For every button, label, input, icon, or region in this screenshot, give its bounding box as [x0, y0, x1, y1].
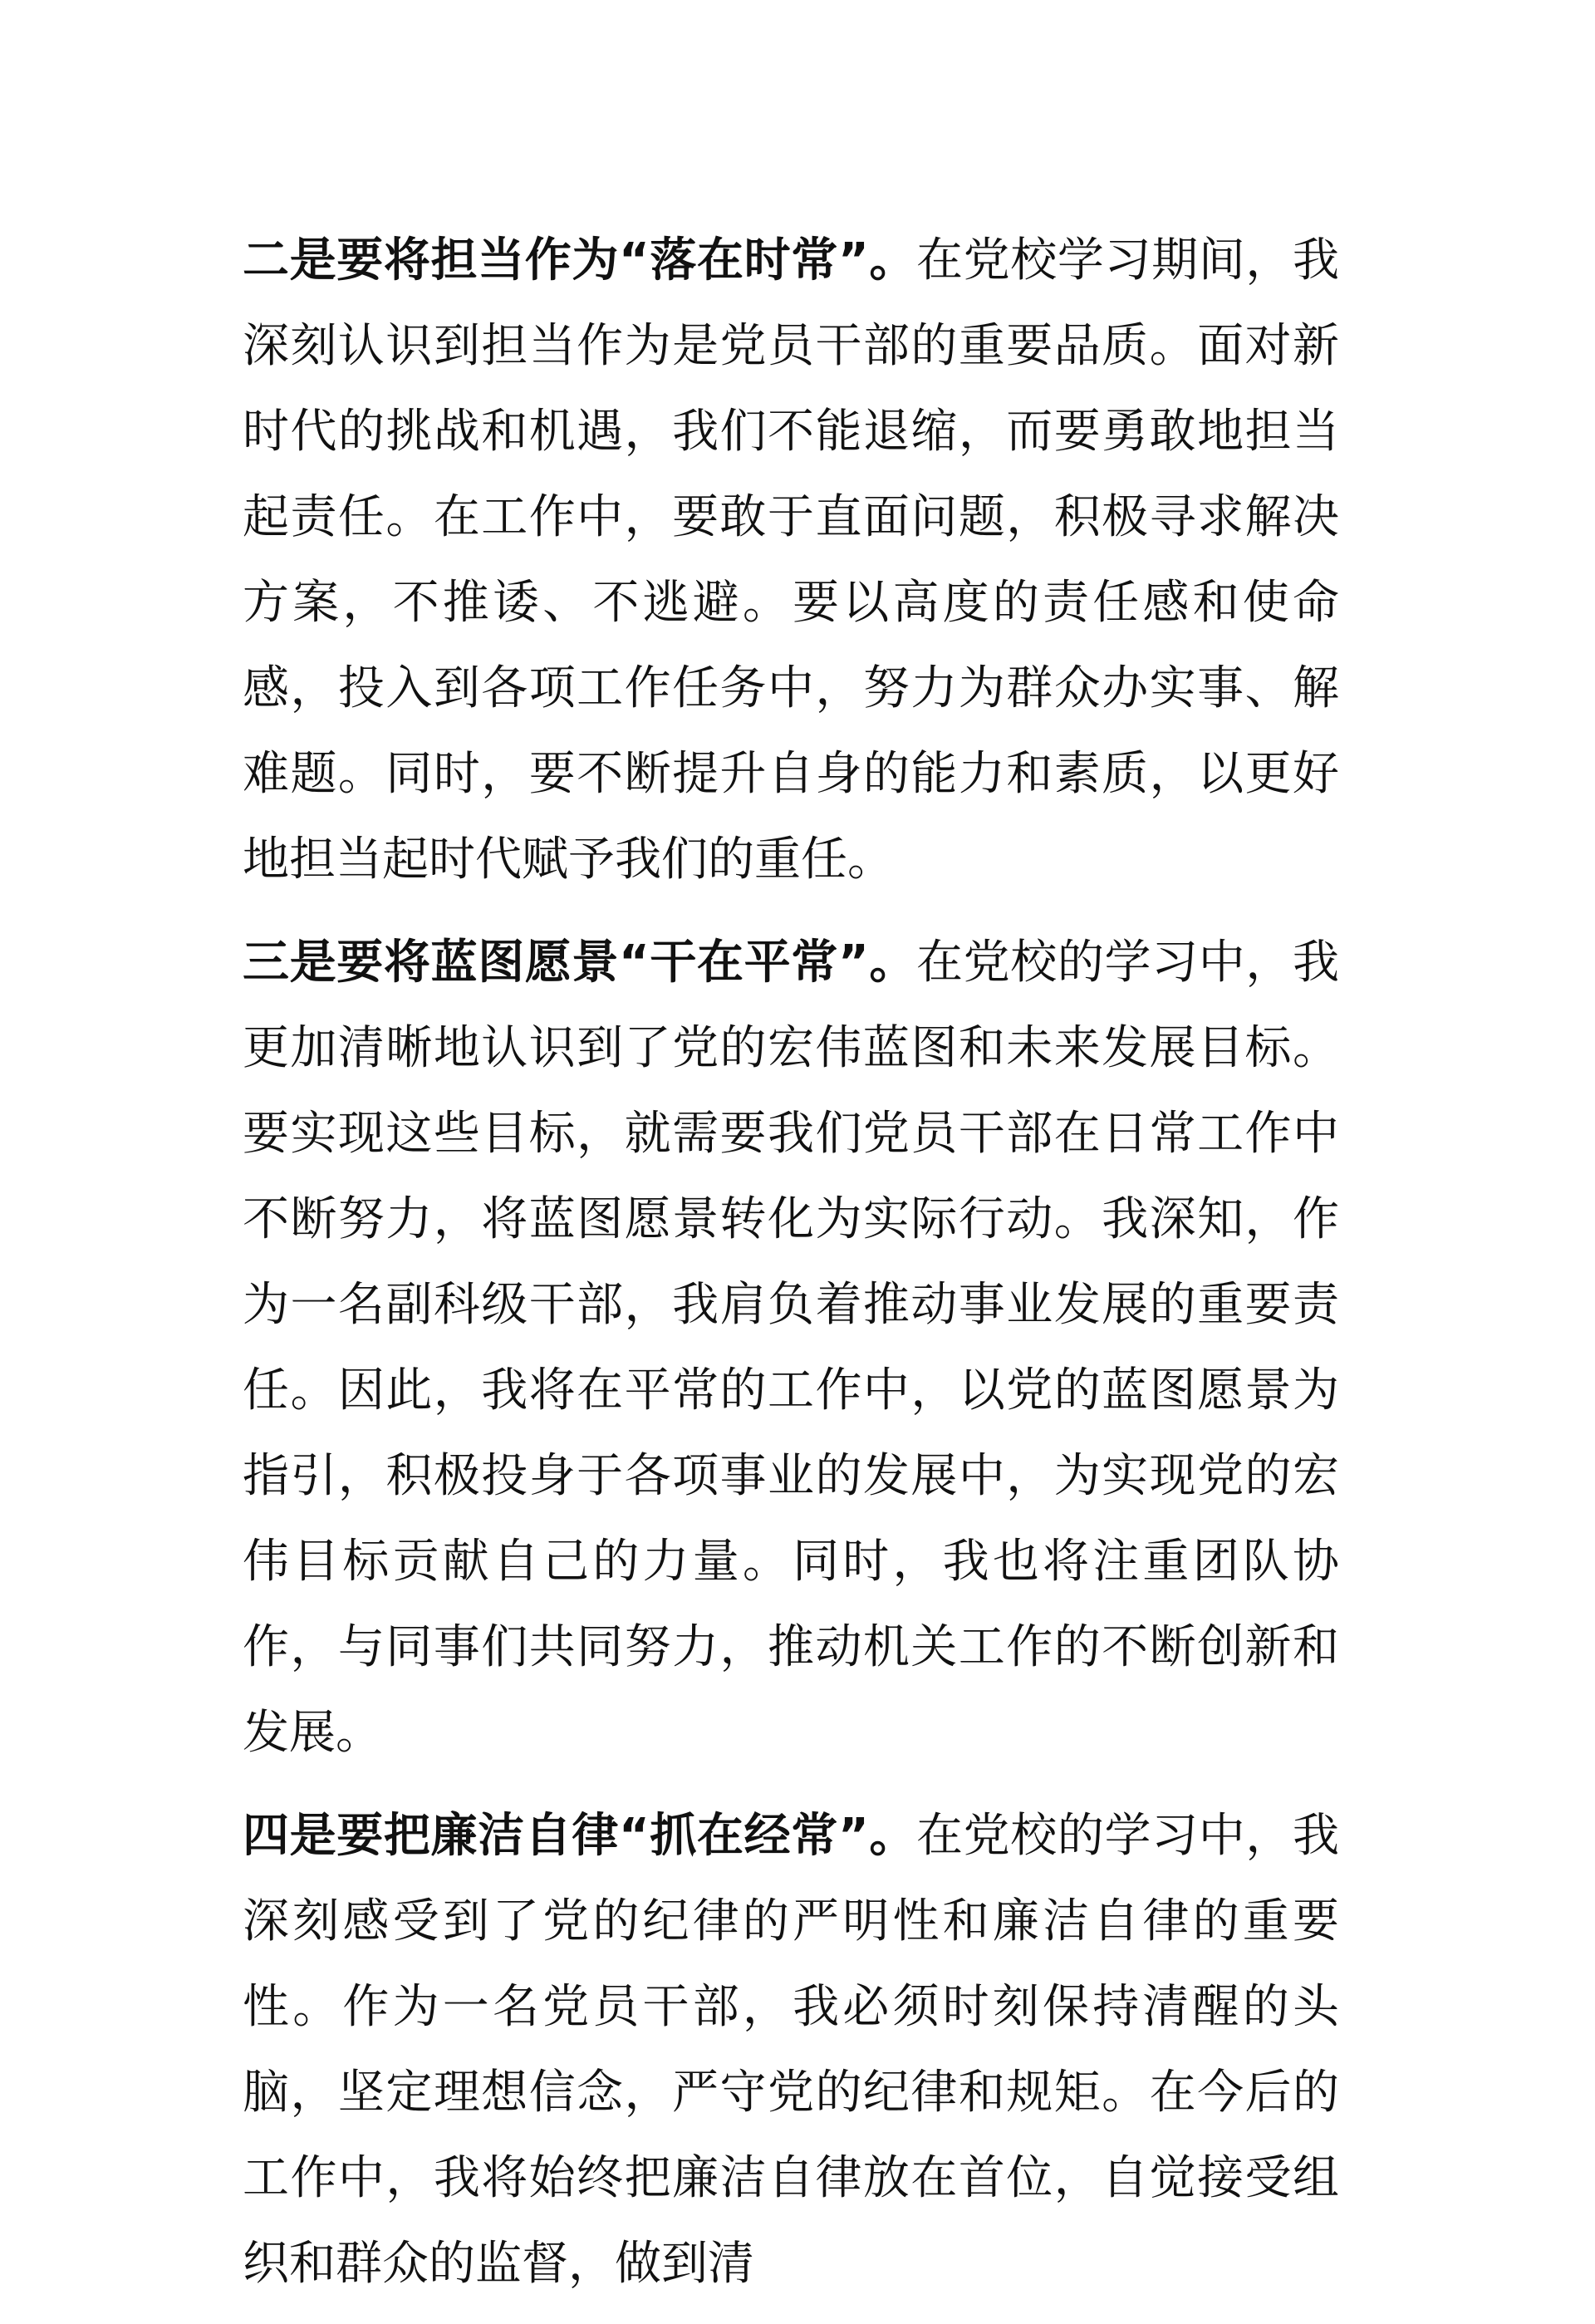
- paragraph-4: [243, 1793, 1339, 2307]
- paragraph-2-heading: 二是要将担当作为“落在时常”。: [243, 233, 916, 287]
- paragraph-3-heading: 三是要将蓝图愿景“干在平常”。: [243, 936, 916, 990]
- paragraph-3: [243, 920, 1339, 1776]
- document-body: [243, 218, 1339, 2324]
- paragraph-3-text: 在党校的学习中，我更加清晰地认识到了党的宏伟蓝图和未来发展目标。要实现这些目标，就需要我们党员干部在日常工作中不断努力，将蓝图愿景转化为实际行动。我深知，作为一名副科级干部，我肩负着推动事业发展的重要责任。因此，我将在平常的工作中，以党的蓝图愿景为指引，积极投身于各项事业的发展中，为实现党的宏伟目标贡献自己的力量。同时，我也将注重团队协作，与同事们共同努力，推动机关工作的不断创新和发展。: [243, 936, 1340, 1760]
- paragraph-2-text: 在党校学习期间，我深刻认识到担当作为是党员干部的重要品质。面对新时代的挑战和机遇，我们不能退缩，而要勇敢地担当起责任。在工作中，要敢于直面问题，积极寻求解决方案，不推诿、不逃避。要以高度的责任感和使命感，投入到各项工作任务中，努力为群众办实事、解难题。同时，要不断提升自身的能力和素质，以更好地担当起时代赋予我们的重任。: [243, 233, 1340, 887]
- paragraph-2: [243, 218, 1339, 902]
- paragraph-4-heading: 四是要把廉洁自律“抓在经常”。: [243, 1809, 916, 1863]
- paragraph-4-text: 在党校的学习中，我深刻感受到了党的纪律的严明性和廉洁自律的重要性。作为一名党员干部，我必须时刻保持清醒的头脑，坚定理想信念，严守党的纪律和规矩。在今后的工作中，我将始终把廉洁自律放在首位，自觉接受组织和群众的监督，做到清: [243, 1809, 1340, 2291]
